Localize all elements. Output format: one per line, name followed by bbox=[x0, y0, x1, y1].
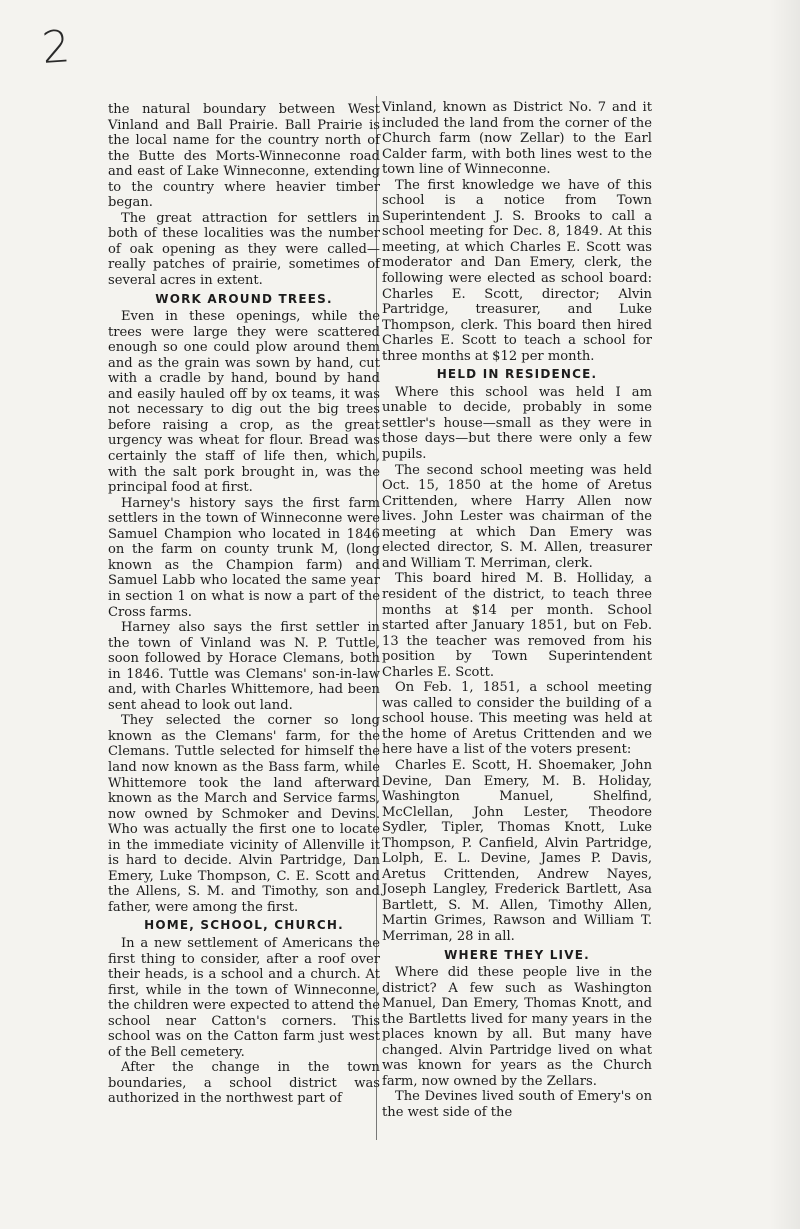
paragraph: Where this school was held I am unable to decide, probably in some settler's house—small as they were in those days—but there were only a few pupils. bbox=[382, 384, 652, 463]
section-heading: WORK AROUND TREES. bbox=[155, 291, 333, 306]
paragraph: Harney also says the first settler in the town of Vinland was N. P. Tuttle, soon followed by Horace Clemans, both in 1846. Tuttle was Clemans' son-in-law and, with Charles Whittemore, had been sent ahead to look out land. bbox=[108, 620, 380, 713]
page-number: 2 bbox=[40, 21, 72, 74]
section-heading: HELD IN RESIDENCE. bbox=[436, 367, 598, 382]
paragraph: Where did these people live in the district? A few such as Washington Manuel, Dan Emery, Thomas Knott, and the Bartletts lived for many years in the places known by all. But many have changed. Alvin Partridge lived on what was known for years as the Church farm, now owned by the Zellars. bbox=[382, 965, 652, 1089]
section-heading: WHERE THEY LIVE. bbox=[444, 947, 590, 962]
page-edge-shadow bbox=[770, 0, 800, 1229]
paragraph: Harney's history says the first farm settlers in the town of Winneconne were Samuel Champion who located in 1846 on the farm on county trunk M, (long known as the Champion farm) and Samuel Labb who located the same year in section 1 on what is now a part of the Cross farms. bbox=[108, 495, 380, 620]
paragraph: They selected the corner so long known as the Clemans' farm, for the Clemans. Tuttle selected for himself the land now known as the Bass farm, while Whittemore took the land afterward known as the March and Service farms, now owned by Schmoker and Devins. Who was actually the first one to locate in the immediate vicinity of Allenville it is hard to decide. Alvin Partridge, Dan Emery, Luke Thompson, C. E. Scott and the Allens, S. M. and Timothy, son and father, were among the first. bbox=[108, 713, 380, 915]
paragraph: This board hired M. B. Holliday, a resident of the district, to teach three months at $14 per month. School started after January 1851, but on Feb. 13 the teacher was removed from his position by Town Superintendent Charles E. Scott. bbox=[382, 571, 652, 680]
section-heading: HOME, SCHOOL, CHURCH. bbox=[144, 918, 344, 933]
paragraph: Even in these openings, while the trees were large they were scattered enough so one could plow around them and as the grain was sown by hand, cut with a cradle by hand, bound by hand and easily hauled off by ox teams, it was not necessary to dig out the big trees before raising a crop, as the great urgency was wheat for flour. Bread was certainly the staff of life then, which, with the salt pork brought in, was the principal food at first. bbox=[108, 309, 380, 496]
paragraph: Vinland, known as District No. 7 and it included the land from the corner of the Church farm (now Zellar) to the Earl Calder farm, with both lines west to the town line of Winneconne. bbox=[382, 100, 652, 178]
paragraph: On Feb. 1, 1851, a school meeting was called to consider the building of a school house. This meeting was held at the home of Aretus Crittenden and we here have a list of the voters present: bbox=[382, 680, 652, 758]
left-column bbox=[108, 102, 380, 1107]
voter-list: Charles E. Scott, H. Shoemaker, John Devine, Dan Emery, M. B. Holiday, Washington Manuel, Shelfind, McClellan, John Lester, Theodore Sydler, Tipler, Thomas Knott, Luke Thompson, P. Canfield, Alvin Partridge, Lolph, E. L. Devine, James P. Davis, Aretus Crittenden, Andrew Nayes, Joseph Langley, Frederick Bartlett, Asa Bartlett, S. M. Allen, Timothy Allen, Martin Grimes, Rawson and William T. Merriman, 28 in all. bbox=[382, 757, 652, 944]
paragraph: The Devines lived south of Emery's on the west side of the bbox=[382, 1089, 652, 1120]
paragraph: In a new settlement of Americans the first thing to consider, after a roof over their heads, is a school and a church. At first, while in the town of Winneconne, the children were expected to attend the school near Catton's corners. This school was on the Catton farm just west of the Bell cemetery. bbox=[108, 935, 380, 1060]
paragraph: The first knowledge we have of this school is a notice from Town Superintendent J. S. Brooks to call a school meeting for Dec. 8, 1849. At this meeting, at which Charles E. Scott was moderator and Dan Emery, clerk, the following were elected as school board: Charles E. Scott, director; Alvin Partridge, treasurer, and Luke Thompson, clerk. This board then hired Charles E. Scott to teach a school for three months at $12 per month. bbox=[382, 177, 652, 364]
paragraph: The second school meeting was held Oct. 15, 1850 at the home of Aretus Crittenden, where Harry Allen now lives. John Lester was chairman of the meeting at which Dan Emery was elected director, S. M. Allen, treasurer and William T. Merriman, clerk. bbox=[382, 462, 652, 571]
paragraph: After the change in the town boundaries, a school district was authorized in the northwest part of bbox=[108, 1060, 380, 1107]
paragraph: The great attraction for settlers in both of these localities was the number of oak opening as they were called—really patches of prairie, sometimes of several acres in extent. bbox=[108, 210, 380, 289]
right-column bbox=[382, 100, 652, 1121]
paragraph: the natural boundary between West Vinland and Ball Prairie. Ball Prairie is the local name for the country north of the Butte des Morts-Winneconne road and east of Lake Winneconne, extending to the country where heavier timber began. bbox=[108, 102, 380, 211]
